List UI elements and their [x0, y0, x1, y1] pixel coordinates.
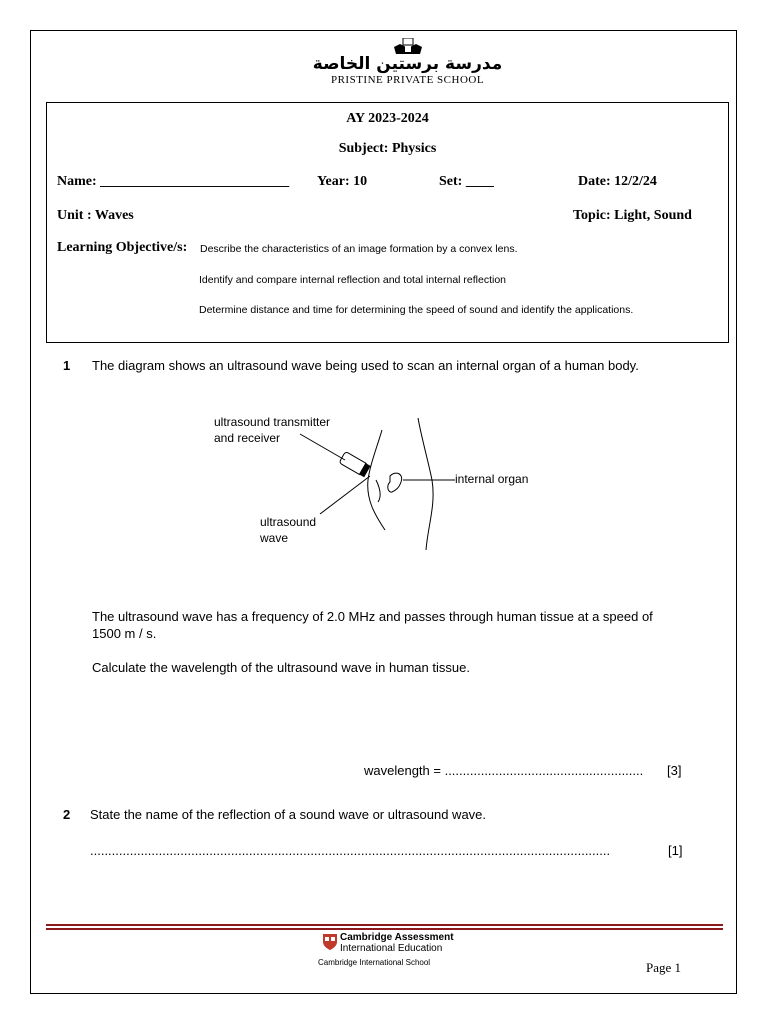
academic-year: AY 2023-2024 — [346, 111, 429, 126]
cambridge-line-2: International Education — [340, 943, 443, 954]
name-field: Name: ___________________________ — [57, 174, 290, 189]
cambridge-logo — [318, 932, 468, 968]
label-ultrasound-wave: ultrasound wave — [260, 515, 317, 545]
question-1-marks: [3] — [667, 763, 682, 778]
label-internal-organ: internal organ — [455, 472, 529, 486]
unit-field: Unit : Waves — [57, 208, 134, 223]
cambridge-school-label: Cambridge International School — [318, 958, 431, 967]
footer-rule — [46, 924, 723, 930]
school-name-english: PRISTINE PRIVATE SCHOOL — [330, 74, 485, 86]
ultrasound-diagram — [200, 410, 560, 560]
objective-item: Determine distance and time for determining the speed of sound and identify the applications. — [199, 304, 634, 316]
question-2-answer-line[interactable]: ................................................................................................................................................ — [90, 843, 611, 858]
question-1-info: The ultrasound wave has a frequency of 2.0 MHz and passes through human tissue at a speed of — [92, 609, 653, 624]
year-field: Year: 10 — [317, 174, 368, 189]
question-1-info-cont: 1500 m / s. — [92, 626, 157, 641]
page-number: Page 1 — [646, 960, 682, 975]
date-field: Date: 12/2/24 — [578, 174, 657, 189]
cambridge-line-1: Cambridge Assessment — [340, 932, 454, 943]
question-2-marks: [1] — [668, 843, 683, 858]
school-logo — [300, 38, 515, 90]
cambridge-shield-icon — [322, 933, 338, 951]
objective-item: Describe the characteristics of an image formation by a convex lens. — [200, 243, 518, 255]
question-2-text: State the name of the reflection of a sound wave or ultrasound wave. — [90, 807, 487, 822]
set-field: Set: ____ — [439, 174, 494, 189]
objective-label: Learning Objective/s: — [57, 240, 188, 255]
school-name-arabic: مدرسة برستين الخاصة — [312, 54, 503, 74]
wavelength-answer-line[interactable]: wavelength = ....................................................... — [364, 763, 644, 778]
objective-item: Identify and compare internal reflection and total internal reflection — [199, 274, 507, 286]
header-box — [46, 102, 729, 343]
question-1-task: Calculate the wavelength of the ultrasound wave in human tissue. — [92, 660, 470, 675]
question-1-text: The diagram shows an ultrasound wave being used to scan an internal organ of a human body. — [92, 358, 639, 373]
question-2-number: 2 — [63, 807, 71, 822]
topic-field: Topic: Light, Sound — [573, 208, 692, 223]
subject: Subject: Physics — [338, 141, 437, 156]
label-transmitter: ultrasound transmitter and receiver — [214, 415, 331, 445]
question-1-number: 1 — [63, 358, 71, 373]
